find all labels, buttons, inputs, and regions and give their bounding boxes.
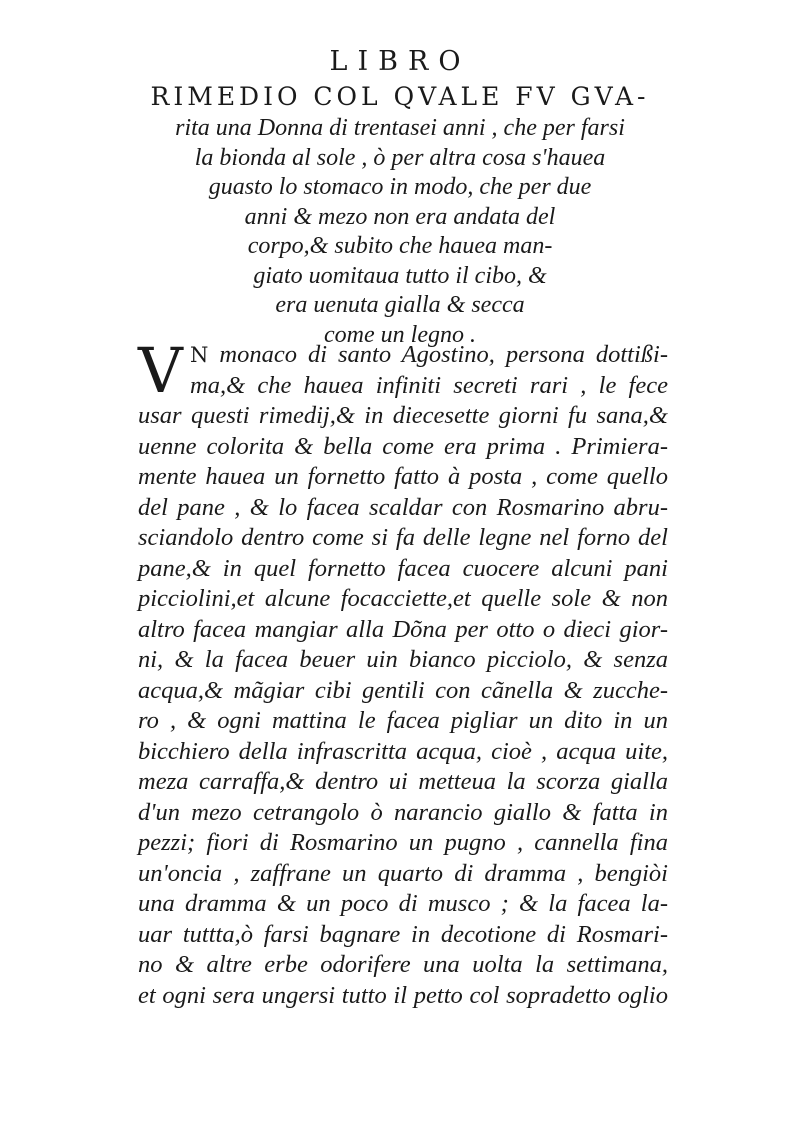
body-line: ma,& che hauea infiniti secreti rari , le fece <box>190 371 668 399</box>
body-line: ro , & ogni mattina le facea pigliar un dito in un <box>138 707 668 734</box>
body-line: pane,& in quel fornetto facea cuocere alcuni pani <box>138 554 668 582</box>
chapter-title-line: era uenuta gialla & secca <box>275 292 525 318</box>
chapter-title-line: la bionda al sole , ò per altra cosa s'hauea <box>194 144 606 171</box>
body-line: usar questi rimedij,& in diecesette giorni fu sana,& <box>138 402 668 429</box>
body-line: pezzi; fiori di Rosmarino un pugno , cannella fina <box>138 829 668 856</box>
body-line: d'un mezo cetrangolo ò narancio giallo & fatta in <box>138 798 668 826</box>
running-head: LIBRO <box>329 46 471 77</box>
body-line: mente hauea un fornetto fatto à posta , come quello <box>138 463 668 490</box>
chapter-title-line: rita una Donna di trentasei anni , che per farsi <box>175 115 625 141</box>
body-line: bicchiero della infrascritta acqua, cioè , acqua uite, <box>138 737 668 765</box>
drop-cap-initial: V <box>138 334 183 407</box>
chapter-title <box>120 80 680 350</box>
body-line: uenne colorita & bella come era prima . Primiera- <box>138 432 668 460</box>
body-first-line <box>138 340 668 371</box>
first-line-text: monaco di santo Agostino, persona dottißi- <box>208 341 668 368</box>
body-line: no & altre erbe odorifere una uolta la settimana, <box>138 951 668 978</box>
body-line: altro facea mangiar alla Dõna per otto o dieci gior- <box>138 615 668 643</box>
body-line: del pane , & lo facea scaldar con Rosmarino abru- <box>138 493 668 521</box>
body-line: una dramma & un poco di musco ; & la facea la- <box>138 890 668 917</box>
chapter-title-line: giato uomitaua tutto il cibo, & <box>253 262 547 289</box>
chapter-title-line: corpo,& subito che hauea man- <box>247 233 553 259</box>
chapter-title-line: anni & mezo non era andata del <box>244 203 556 230</box>
body-line: meza carraffa,& dentro ui metteua la scorza gialla <box>138 768 668 795</box>
body-line: picciolini,et alcune focacciette,et quelle sole & non <box>138 585 668 612</box>
chapter-title-line: guasto lo stomaco in modo, che per due <box>208 174 592 200</box>
body-line: ni, & la facea beuer uin bianco picciolo, & senza <box>138 646 668 673</box>
body-line: acqua,& mãgiar cibi gentili con cãnella & zucche- <box>138 676 668 704</box>
body-line: un'oncia , zaffrane un quarto di dramma , bengiòi <box>138 859 668 887</box>
chapter-title-caps-line: RIMEDIO COL QVALE FV GVA- <box>150 82 650 111</box>
body-line: sciandolo dentro come si fa delle legne nel forno del <box>138 524 668 551</box>
first-line-capital: N <box>190 343 209 367</box>
chapter-title-line: come un legno . <box>324 321 476 348</box>
body-line: uar tuttta,ò farsi bagnare in decotione di Rosmari- <box>138 920 668 948</box>
body-line: et ogni sera ungersi tutto il petto col sopradetto oglio <box>138 981 668 1009</box>
